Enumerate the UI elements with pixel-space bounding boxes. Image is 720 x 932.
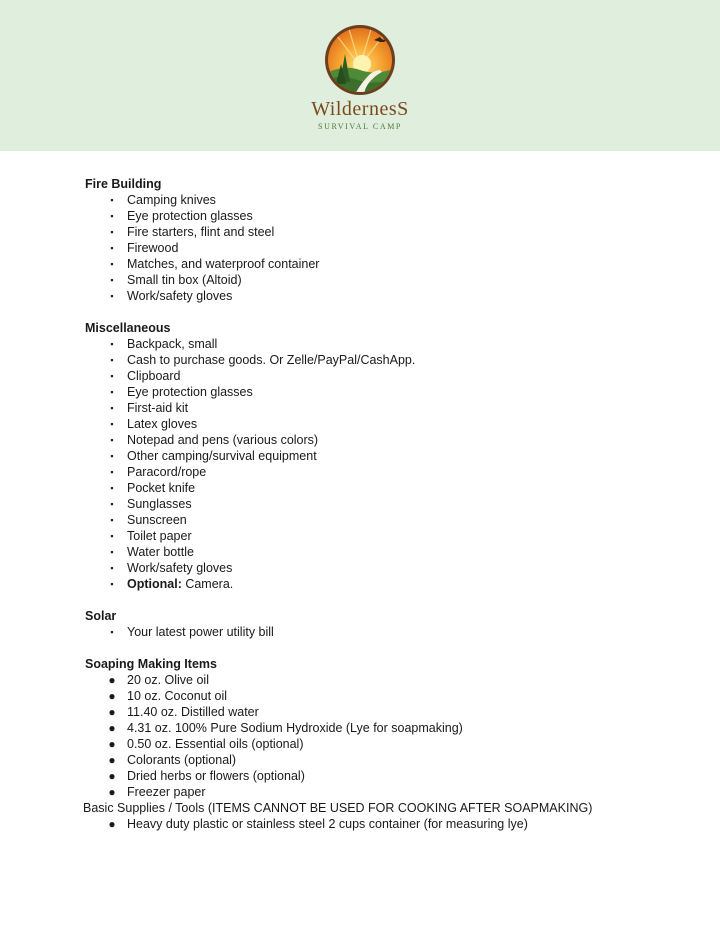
logo-title: WildernesS [311, 98, 409, 120]
list-item: ● Heavy duty plastic or stainless steel 2 cups container (for measuring lye) [108, 817, 528, 831]
square-bullet-icon: ▪ [110, 211, 114, 221]
logo [290, 24, 430, 134]
list-item: ▪ Clipboard [85, 368, 685, 384]
section-soap-making [85, 656, 685, 832]
list-item: ▪ Fire starters, flint and steel [85, 224, 685, 240]
square-bullet-icon: ▪ [110, 515, 114, 525]
list-item: ● 11.40 oz. Distilled water [108, 705, 259, 719]
checklist-content [85, 176, 685, 832]
list-item: ▪ First-aid kit [85, 400, 685, 416]
list-item: ● 0.50 oz. Essential oils (optional) [108, 737, 304, 751]
disc-bullet-icon: ● [108, 817, 116, 831]
square-bullet-icon: ▪ [110, 483, 114, 493]
square-bullet-icon: ▪ [110, 259, 114, 269]
square-bullet-icon: ▪ [110, 499, 114, 509]
list-item: ▪ Cash to purchase goods. Or Zelle/PayPal/CashApp. [85, 352, 685, 368]
square-bullet-icon: ▪ [110, 355, 114, 365]
disc-bullet-icon: ● [108, 705, 116, 719]
square-bullet-icon: ▪ [110, 435, 114, 445]
square-bullet-icon: ▪ [110, 291, 114, 301]
disc-bullet-icon: ● [108, 785, 116, 799]
spacer [85, 304, 685, 320]
list-item: ● Freezer paper [108, 785, 206, 799]
square-bullet-icon: ▪ [110, 579, 114, 589]
logo-emblem-icon [324, 24, 396, 96]
square-bullet-icon: ▪ [110, 547, 114, 557]
list-item: ▪ Water bottle [85, 544, 685, 560]
header-banner [0, 0, 720, 151]
list-item: ● Colorants (optional) [108, 753, 237, 767]
square-bullet-icon: ▪ [110, 275, 114, 285]
tools-list [85, 816, 685, 832]
disc-bullet-icon: ● [108, 689, 116, 703]
list-item: ▪ Matches, and waterproof container [85, 256, 685, 272]
section-heading: Miscellaneous [85, 321, 171, 335]
square-bullet-icon: ▪ [110, 531, 114, 541]
list-item: ▪ Firewood [85, 240, 685, 256]
square-bullet-icon: ▪ [110, 451, 114, 461]
tools-label: Basic Supplies / Tools (ITEMS CANNOT BE USED FOR COOKING AFTER SOAPMAKING) [83, 801, 593, 815]
disc-bullet-icon: ● [108, 753, 116, 767]
section-miscellaneous [85, 320, 685, 592]
list-item: ● 20 oz. Olive oil [108, 673, 209, 687]
square-bullet-icon: ▪ [110, 243, 114, 253]
square-bullet-icon: ▪ [110, 195, 114, 205]
list-item: ▪ Your latest power utility bill [85, 624, 685, 640]
list-item: ▪ Toilet paper [85, 528, 685, 544]
square-bullet-icon: ▪ [110, 387, 114, 397]
square-bullet-icon: ▪ [110, 403, 114, 413]
list-item: ▪ Small tin box (Altoid) [85, 272, 685, 288]
disc-bullet-icon: ● [108, 721, 116, 735]
square-bullet-icon: ▪ [110, 419, 114, 429]
list-item: ▪ Camping knives [85, 192, 685, 208]
logo-subtitle: SURVIVAL CAMP [318, 122, 402, 131]
disc-bullet-icon: ● [108, 673, 116, 687]
disc-bullet-icon: ● [108, 737, 116, 751]
list-item-optional [85, 576, 685, 592]
square-bullet-icon: ▪ [110, 227, 114, 237]
list-item: ▪ Sunglasses [85, 496, 685, 512]
section-heading: Soaping Making Items [85, 657, 217, 671]
soap-making-list [85, 672, 685, 800]
section-heading: Fire Building [85, 177, 162, 191]
list-item: ▪ Eye protection glasses [85, 208, 685, 224]
square-bullet-icon: ▪ [110, 563, 114, 573]
list-item: ▪ Other camping/survival equipment [85, 448, 685, 464]
square-bullet-icon: ▪ [110, 627, 114, 637]
list-item: ▪ Notepad and pens (various colors) [85, 432, 685, 448]
spacer [85, 640, 685, 656]
list-item: ▪ Paracord/rope [85, 464, 685, 480]
list-item: ▪ Latex gloves [85, 416, 685, 432]
square-bullet-icon: ▪ [110, 339, 114, 349]
section-solar [85, 608, 685, 640]
list-item: ● 10 oz. Coconut oil [108, 689, 228, 703]
miscellaneous-list [85, 336, 685, 592]
section-heading: Solar [85, 609, 117, 623]
list-item: ● 4.31 oz. 100% Pure Sodium Hydroxide (Lye for soapmaking) [108, 721, 463, 735]
disc-bullet-icon: ● [108, 769, 116, 783]
list-item: ▪ Sunscreen [85, 512, 685, 528]
list-item: ▪ Eye protection glasses [85, 384, 685, 400]
fire-building-list [85, 192, 685, 304]
section-fire-building [85, 176, 685, 304]
list-item: ● Dried herbs or flowers (optional) [108, 769, 305, 783]
optional-text: Camera. [181, 577, 234, 591]
square-bullet-icon: ▪ [110, 371, 114, 381]
list-item: ▪ Work/safety gloves [85, 288, 685, 304]
list-item: ▪ Pocket knife [85, 480, 685, 496]
solar-list [85, 624, 685, 640]
optional-label: Optional: [127, 577, 182, 591]
spacer [85, 592, 685, 608]
list-item: ▪ Backpack, small [85, 336, 685, 352]
square-bullet-icon: ▪ [110, 467, 114, 477]
list-item: ▪ Work/safety gloves [85, 560, 685, 576]
